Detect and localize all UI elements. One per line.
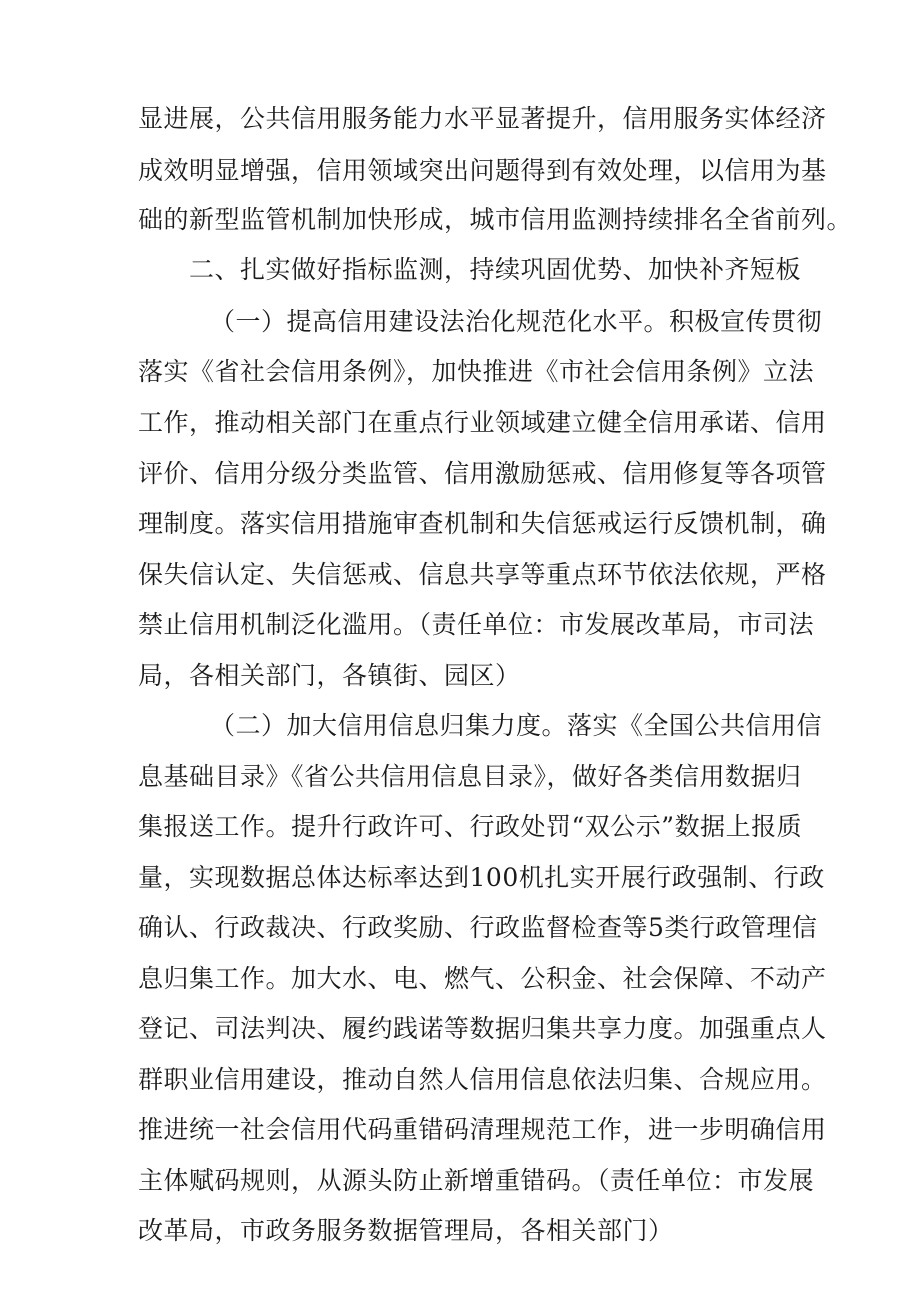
paragraph-line: 确认、行政裁决、行政奖励、行政监督检查等5类行政管理信 [138,913,818,942]
paragraph-line: 群职业信用建设，推动自然人信用信息依法归集、合规应用。 [138,1065,827,1094]
paragraph-line: 集报送工作。提升行政许可、行政处罚“双公示”数据上报质 [138,812,803,841]
paragraph-line: 保失信认定、失信惩戒、信息共享等重点环节依法依规，严格 [138,560,827,589]
paragraph-line: 登记、司法判决、履约践诺等数据归集共享力度。加强重点人 [138,1014,827,1043]
paragraph-line: 息归集工作。加大水、电、燃气、公积金、社会保障、不动产 [138,964,827,993]
section-heading: 二、扎实做好指标监测，持续巩固优势、加快补齐短板 [189,255,802,284]
paragraph-line: 成效明显增强，信用领域突出问题得到有效处理，以信用为基 [138,156,827,185]
paragraph-line: 主体赋码规则，从源头防止新增重错码。（责任单位：市发展 [138,1166,815,1195]
paragraph-line: 落实《省社会信用条例》，加快推进《市社会信用条例》立法 [138,357,815,386]
paragraph-line: 量，实现数据总体达标率达到100机扎实开展行政强制、行政 [138,863,825,892]
paragraph-line: 息基础目录》《省公共信用信息目录》，做好各类信用数据归 [138,762,802,791]
paragraph-line: 工作，推动相关部门在重点行业领域建立健全信用承诺、信用 [138,408,827,437]
paragraph-line: 禁止信用机制泛化滥用。（责任单位：市发展改革局，市司法 [138,610,815,639]
paragraph-line: 评价、信用分级分类监管、信用激励惩戒、信用修复等各项管 [138,459,827,488]
paragraph-line: 局，各相关部门，各镇街、园区） [138,661,521,690]
paragraph-line: 改革局，市政务服务数据管理局，各相关部门） [138,1216,674,1245]
paragraph-line: 显进展，公共信用服务能力水平显著提升，信用服务实体经济 [138,104,827,133]
subsection-heading: （一）提高信用建设法治化规范化水平。积极宣传贯彻 [210,307,823,336]
subsection-heading: （二）加大信用信息归集力度。落实《全国公共信用信 [210,711,823,740]
paragraph-line: 理制度。落实信用措施审查机制和失信惩戒运行反馈机制，确 [138,509,827,538]
paragraph-line: 础的新型监管机制加快形成，城市信用监测持续排名全省前列。 [138,205,853,234]
paragraph-line: 推进统一社会信用代码重错码清理规范工作，进一步明确信用 [138,1115,827,1144]
